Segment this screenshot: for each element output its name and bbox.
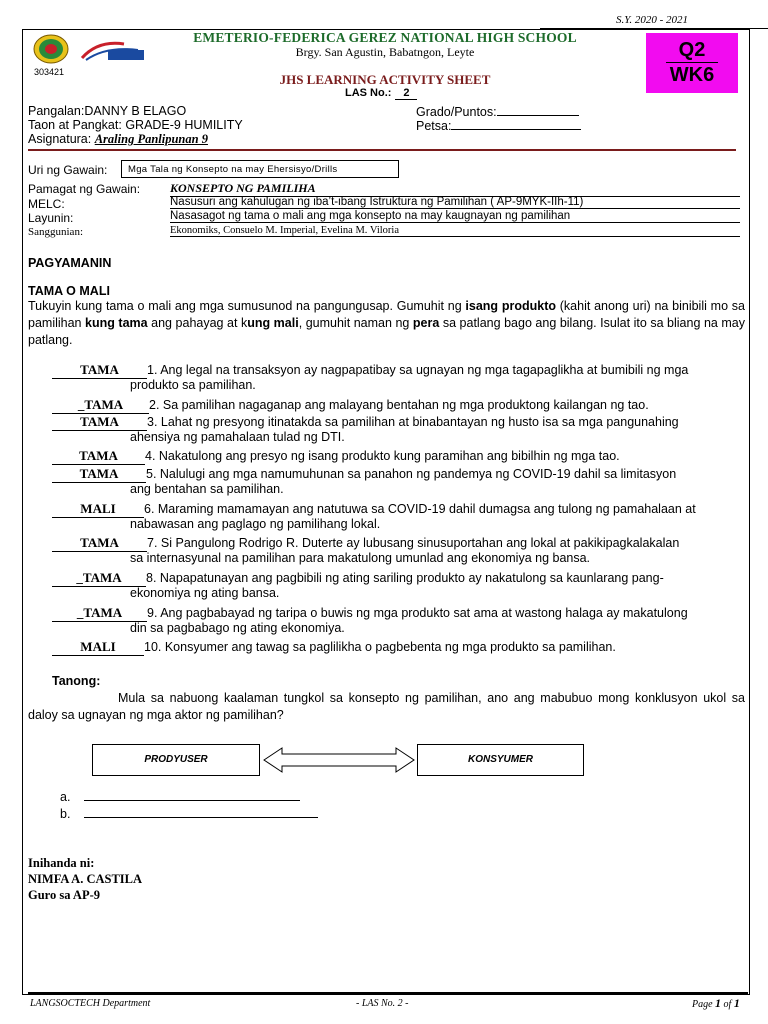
project-logo-icon (78, 36, 148, 64)
list-item (52, 465, 745, 483)
student-subject (28, 132, 208, 146)
answer-a-label: a. (60, 790, 71, 804)
list-item (52, 569, 745, 587)
school-name: EMETERIO-FEDERICA GEREZ NATIONAL HIGH SCHOOL (193, 30, 577, 45)
melc-label: MELC: (28, 197, 65, 211)
answer-blank[interactable]: TAMA (52, 534, 147, 552)
footer-rule (28, 992, 748, 994)
footer-page (692, 996, 740, 1011)
answer-a-blank[interactable] (84, 789, 300, 801)
item-text-cont: ang bentahan sa pamilihan. (130, 482, 284, 496)
footer-department: LANGSOCTECH Department (30, 998, 151, 1009)
list-item (52, 413, 745, 431)
date-blank[interactable] (451, 118, 581, 130)
instr-text-3: ang pahayag at k (147, 316, 248, 330)
school-seal-icon (32, 34, 70, 64)
reference-label: Sanggunian: (28, 226, 83, 238)
list-item (52, 447, 745, 465)
las-number-label: LAS No.: (345, 87, 392, 99)
list-item (52, 396, 745, 414)
answer-b-blank[interactable] (84, 806, 318, 818)
item-text: 9. Ang pagbabayad ng taripa o buwis ng mga produkto sat ama at wastong halaga ay makatulong (147, 606, 688, 620)
prepared-by-name: NIMFA A. CASTILA (28, 872, 143, 886)
prepared-by-role: Guro sa AP-9 (28, 888, 100, 902)
answer-blank[interactable]: MALI (52, 638, 144, 656)
item-text-cont: ahensiya ng pamahalaan tulad ng DTI. (130, 430, 345, 444)
answer-a[interactable] (60, 789, 300, 806)
konsyumer-box: KONSYUMER (417, 744, 584, 776)
school-id: 303421 (34, 67, 65, 77)
week-label: WK6 (669, 64, 715, 86)
instructions (28, 298, 745, 349)
score-label: Grado/Puntos: (416, 105, 497, 119)
melc-value: Nasusuri ang kahulugan ng iba’t-ibang Istruktura ng Pamilihan ( AP-9MYK-IIh-11) (170, 196, 740, 209)
reference-value: Ekonomiks, Consuelo M. Imperial, Evelina M. Viloria (170, 225, 740, 237)
activity-type-label: Uri ng Gawain: (28, 163, 108, 177)
objective-value: Nasasagot ng tama o mali ang mga konsepto na may kaugnayan ng pamilihan (170, 210, 740, 223)
activity-type-value: Mga Tala ng Konsepto na may Ehersisyo/Drills (121, 160, 399, 178)
sheet-title: JHS LEARNING ACTIVITY SHEET (279, 72, 491, 87)
answer-blank[interactable]: TAMA (52, 413, 147, 431)
answer-blank[interactable]: TAMA (52, 361, 147, 379)
student-name-label: Pangalan: (28, 104, 85, 118)
quarter-week-badge (646, 33, 738, 93)
list-item (52, 361, 745, 379)
item-text: 8. Napapatunayan ang pagbibili ng ating sariling produkto ay nakatulong sa kaunlarang pang- (146, 571, 664, 585)
instr-bold-3: ung mali (247, 316, 299, 330)
answer-blank[interactable]: TAMA (52, 447, 145, 465)
item-text: 4. Nakatulong ang presyo ng isang produkto kung paramihan ang bibilhin ng mga tao. (145, 449, 620, 463)
instr-text-5: sa patlang bago ang bilang. Isulat ito sa bliang na may patlang. (28, 316, 745, 347)
activity-title-label: Pamagat ng Gawain: (28, 182, 141, 196)
student-grade-value: GRADE-9 HUMILITY (125, 118, 243, 132)
answer-blank[interactable]: _TAMA (52, 396, 149, 414)
page-label: Page (692, 999, 713, 1010)
item-text-cont: ekonomiya ng ating bansa. (130, 586, 280, 600)
objective-label: Layunin: (28, 211, 74, 225)
item-text-cont: sa internasyunal na pamilihan para makatulong umunlad ang ekonomiya ng bansa. (130, 551, 591, 565)
score-blank[interactable] (497, 104, 579, 116)
student-subject-label: Asignatura: (28, 132, 92, 146)
student-subject-value: Araling Panlipunan 9 (94, 132, 208, 146)
footer-las: - LAS No. 2 - (356, 998, 409, 1009)
item-text: 10. Konsyumer ang tawag sa paglilikha o pagbebenta ng mga produkto sa pamilihan. (144, 640, 616, 654)
student-grade-label: Taon at Pangkat: (28, 118, 122, 132)
school-address: Brgy. San Agustin, Babatngon, Leyte (295, 45, 475, 59)
item-text-cont: nabawasan ang paglago ng pamilihang lokal. (130, 517, 381, 531)
item-text-cont: din sa pagbabago ng ating ekonomiya. (130, 621, 345, 635)
student-name-value: DANNY B ELAGO (84, 104, 187, 118)
answer-blank[interactable]: TAMA (52, 465, 146, 483)
badge-rule (666, 62, 718, 63)
item-text: 3. Lahat ng presyong itinatakda sa pamilihan at binabantayan ng husto isa sa mga pangunahing (147, 415, 679, 429)
list-item (52, 604, 745, 622)
prepared-by-label: Inihanda ni: (28, 856, 95, 870)
instr-bold-1: isang produkto (465, 299, 556, 313)
instr-bold-2: kung tama (85, 316, 148, 330)
las-number-value: 2 (395, 87, 417, 100)
school-year: S.Y. 2020 - 2021 (615, 14, 688, 26)
subsection-heading: TAMA O MALI (28, 284, 110, 298)
item-text: 1. Ang legal na transaksyon ay nagpapatibay sa ugnayan ng mga tagapaglikha at bumibili ng mga (147, 363, 689, 377)
item-text-cont: produkto sa pamilihan. (130, 378, 256, 392)
answer-blank[interactable]: _TAMA (52, 569, 146, 587)
date-field[interactable] (416, 118, 581, 133)
instr-text-2: (kahit anong uri) na binibili mo sa pamilihan (28, 299, 745, 330)
prepared-by (28, 855, 142, 903)
list-item (52, 534, 745, 552)
activity-title-value: KONSEPTO NG PAMILIHA (170, 181, 740, 197)
answer-b-label: b. (60, 807, 71, 821)
date-label: Petsa: (416, 119, 452, 133)
student-grade (28, 118, 243, 132)
student-name (28, 104, 186, 118)
prodyuser-box: PRODYUSER (92, 744, 260, 776)
item-text: 2. Sa pamilihan nagaganap ang malayang bentahan ng mga produktong kailangan ng tao. (149, 398, 649, 412)
double-arrow-icon (262, 746, 416, 774)
page-number: 1 (715, 996, 722, 1010)
item-text: 6. Maraming mamamayan ang natutuwa sa COVID-19 dahil dumagsa ang tulong ng pamahalaan at (144, 502, 696, 516)
score-field[interactable] (416, 104, 579, 119)
question-text: Mula sa nabuong kaalaman tungkol sa konsepto ng pamilihan, ano ang mabubuo mong konklusyon ukol sa daloy sa ugnayan ng mga aktor ng pamilihan? (28, 691, 745, 722)
las-number (345, 87, 417, 100)
answer-blank[interactable]: _TAMA (52, 604, 147, 622)
quarter-label: Q2 (678, 39, 706, 61)
instr-text-1: Tukuyin kung tama o mali ang mga sumusunod na pangungusap. Gumuhit ng (28, 299, 466, 313)
section-divider (28, 149, 736, 151)
question-label: Tanong: (52, 674, 101, 688)
page-total: 1 (733, 996, 740, 1010)
answer-b[interactable] (60, 806, 318, 823)
list-item (52, 500, 745, 518)
item-text: 7. Si Pangulong Rodrigo R. Duterte ay lubusang sinusuportahan ang lokal at pakikipagkalakalan (147, 536, 680, 550)
section-heading: PAGYAMANIN (28, 256, 112, 270)
list-item (52, 638, 745, 656)
instr-bold-4: pera (412, 316, 440, 330)
instr-text-4: , gumuhit naman ng (298, 316, 413, 330)
of-label: of (723, 999, 732, 1010)
answer-blank[interactable]: MALI (52, 500, 144, 518)
item-text: 5. Nalulugi ang mga namumuhunan sa panahon ng pandemya ng COVID-19 dahil sa limitasyon (146, 467, 677, 481)
